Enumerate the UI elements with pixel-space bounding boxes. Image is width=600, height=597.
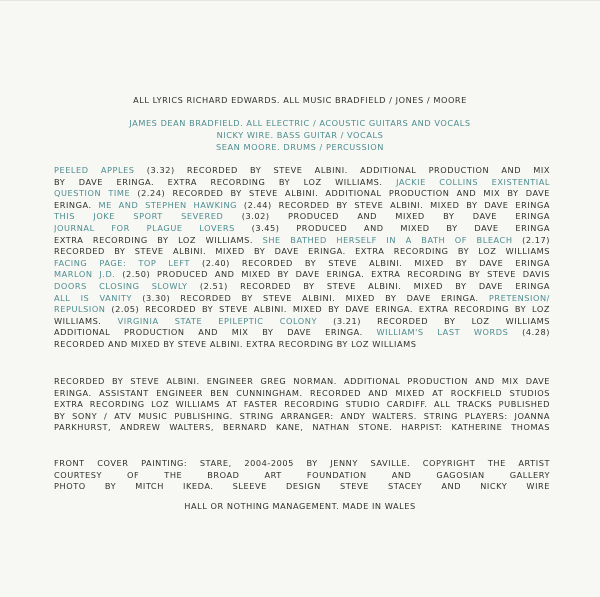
credit-line [54, 258, 550, 270]
song-title: ME AND STEPHEN HAWKING [98, 199, 238, 210]
management-credit: HALL OR NOTHING MANAGEMENT. MADE IN WALES [184, 501, 416, 511]
lyrics-music-credit: ALL LYRICS RICHARD EDWARDS. ALL MUSIC BRADFIELD / JONES / MOORE [133, 95, 467, 105]
production-line: EXTRA RECORDING LOZ WILLIAMS AT FASTER RECORDING STUDIO CARDIFF. ALL TRACKS PUBLISHED [54, 399, 550, 410]
credit-text: (2.05) RECORDED BY STEVE ALBINI. MIXED BY DAVE ERINGA. EXTRA RECORDING BY LOZ [105, 304, 550, 315]
production-line: RECORDED BY STEVE ALBINI. ENGINEER GREG NORMAN. ADDITIONAL PRODUCTION AND MIX DAVE [54, 376, 550, 386]
credit-line [54, 339, 550, 351]
credit-text: (3.30) RECORDED BY STEVE ALBINI. MIXED BY DAVE ERINGA. [132, 292, 489, 303]
song-title: PRETENSION/ [488, 292, 550, 303]
artwork-credits [54, 458, 550, 493]
credit-line [54, 211, 550, 223]
production-line: PARKHURST, ANDREW WALTERS, BERNARD KANE, NATHAN STONE. HARPIST: KATHERINE THOMAS [54, 422, 550, 433]
artwork-line: COURTESY OF THE BROAD ART FOUNDATION AND GAGOSIAN GALLERY [54, 469, 550, 480]
credit-line [54, 269, 550, 281]
song-title: QUESTION TIME [54, 188, 131, 199]
song-title: ALL IS VANITY [54, 292, 133, 303]
credit-text: (2.51) RECORDED BY STEVE ALBINI. MIXED BY DAVE ERINGA [187, 280, 550, 291]
production-line: ERINGA. ASSISTANT ENGINEER BEN CUNNINGHAM. RECORDED AND MIXED AT ROCKFIELD STUDIOS [54, 387, 550, 398]
credit-text: ADDITIONAL PRODUCTION AND MIX BY DAVE ERINGA. [54, 327, 377, 338]
song-title: MARLON J.D. [54, 269, 116, 280]
song-title: JACKIE COLLINS EXISTENTIAL [396, 176, 550, 187]
credit-line [54, 246, 550, 258]
production-credits [54, 376, 550, 434]
credit-text: (3.32) RECORDED BY STEVE ALBINI. ADDITIONAL PRODUCTION AND MIX [134, 165, 550, 175]
credit-text: (2.40) RECORDED BY STEVE ALBINI. MIXED BY DAVE ERINGA [189, 257, 550, 268]
credit-text: (4.28) [508, 327, 550, 338]
credit-line [54, 188, 550, 200]
credit-text: (3.02) PRODUCED AND MIXED BY DAVE ERINGA [223, 211, 550, 222]
credit-text: ERINGA. [54, 199, 99, 210]
personnel-line: NICKY WIRE. BASS GUITAR / VOCALS [216, 130, 384, 140]
credit-text: RECORDED AND MIXED BY STEVE ALBINI. EXTRA RECORDING BY LOZ WILLIAMS [54, 338, 417, 349]
credit-line [54, 293, 550, 305]
credit-text: (3.21) RECORDED BY LOZ WILLIAMS [317, 315, 550, 326]
credit-line [54, 165, 550, 177]
credit-text: (2.44) RECORDED BY STEVE ALBINI. MIXED BY DAVE ERINGA [237, 199, 550, 210]
credit-text: (3.45) PRODUCED AND MIXED BY DAVE ERINGA [234, 222, 550, 233]
production-line: BY SONY / ATV MUSIC PUBLISHING. STRING ARRANGER: ANDY WALTERS. STRING PLAYERS: JOANNA [54, 410, 550, 421]
song-title: JOURNAL FOR PLAGUE LOVERS [54, 222, 235, 233]
credit-line [54, 235, 550, 247]
credit-text: WILLIAMS. [54, 315, 118, 326]
credit-line [54, 200, 550, 212]
track-credits [54, 165, 550, 351]
credit-line [54, 177, 550, 189]
artwork-line: PHOTO BY MITCH IKEDA. SLEEVE DESIGN STEVE STACEY AND NICKY WIRE [54, 481, 550, 492]
credit-text: (2.50) PRODUCED AND MIXED BY DAVE ERINGA. EXTRA RECORDING BY STEVE DAVIS [115, 269, 550, 280]
song-title: PEELED APPLES [54, 165, 135, 175]
song-title: THIS JOKE SPORT SEVERED [54, 211, 224, 222]
song-title: WILLIAM'S LAST WORDS [376, 327, 509, 338]
song-title: REPULSION [54, 304, 106, 315]
artwork-line: FRONT COVER PAINTING: STARE, 2004-2005 BY JENNY SAVILLE. COPYRIGHT THE ARTIST [54, 458, 550, 468]
song-title: DOORS CLOSING SLOWLY [54, 280, 188, 291]
song-title: SHE BATHED HERSELF IN A BATH OF BLEACH [262, 234, 513, 245]
credit-line [54, 223, 550, 235]
personnel-line: SEAN MOORE. DRUMS / PERCUSSION [216, 142, 384, 152]
credit-text: RECORDED BY STEVE ALBINI. MIXED BY DAVE ERINGA. EXTRA RECORDING BY LOZ WILLIAMS [54, 246, 550, 257]
credit-line [54, 316, 550, 328]
song-title: VIRGINIA STATE EPILEPTIC COLONY [117, 315, 317, 326]
credit-line [54, 304, 550, 316]
credit-text: BY DAVE ERINGA. EXTRA RECORDING BY LOZ WILLIAMS. [54, 176, 397, 187]
personnel-line: JAMES DEAN BRADFIELD. ALL ELECTRIC / ACOUSTIC GUITARS AND VOCALS [129, 118, 471, 128]
credit-text: EXTRA RECORDING BY LOZ WILLIAMS. [54, 234, 263, 245]
credit-line [54, 281, 550, 293]
song-title: FACING PAGE: TOP LEFT [54, 257, 190, 268]
credit-text: (2.17) [512, 234, 550, 245]
credit-text: (2.24) RECORDED BY STEVE ALBINI. ADDITIONAL PRODUCTION AND MIX BY DAVE [130, 188, 550, 199]
credit-line [54, 327, 550, 339]
